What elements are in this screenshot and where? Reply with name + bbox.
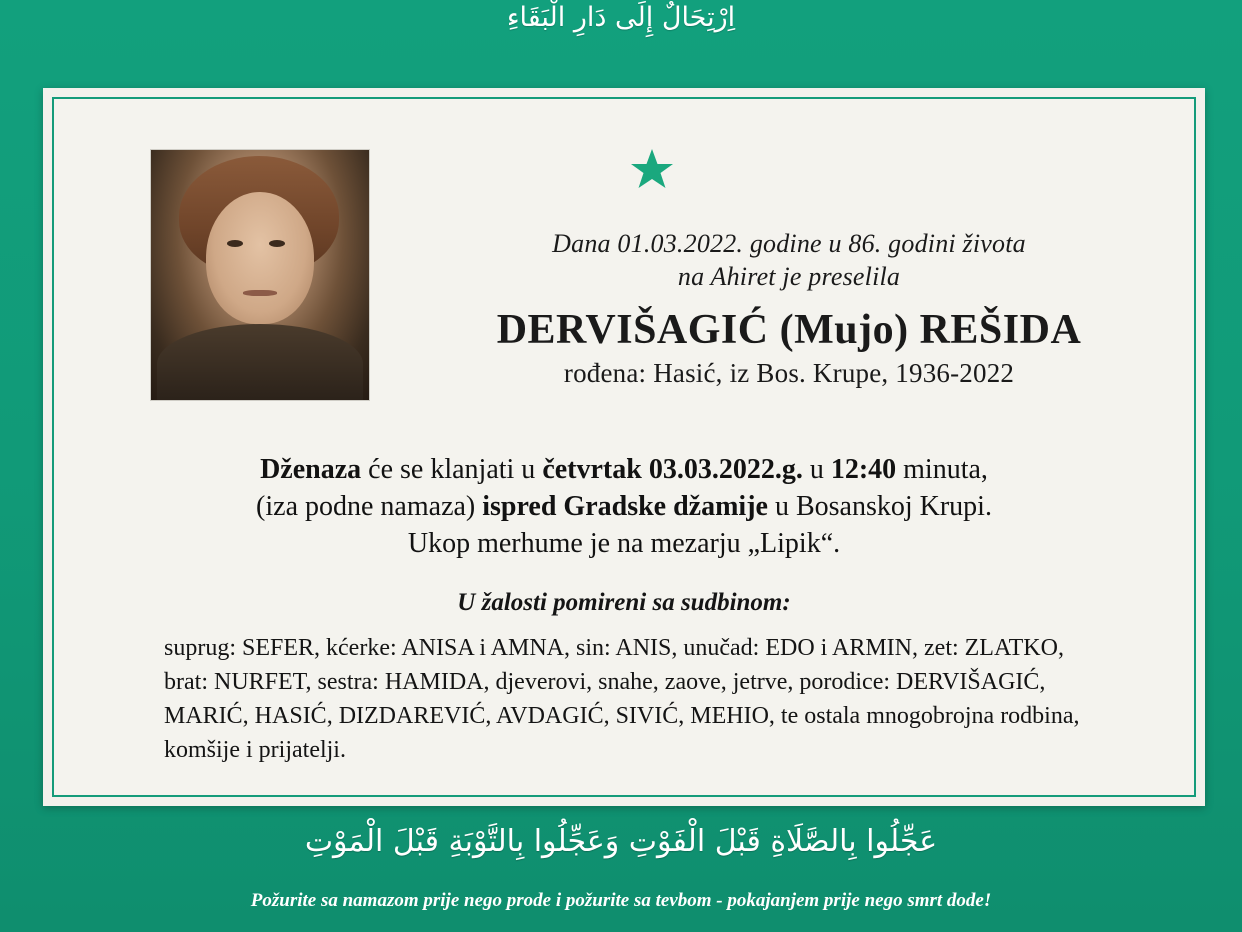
funeral-line-2 [114, 488, 1134, 525]
janaza-text-1: će se klanjati u [361, 454, 543, 485]
mourners-list: suprug: SEFER, kćerke: ANISA i AMNA, sin: ANIS, unučad: EDO i ARMIN, zet: ZLATKO, brat: NURFET, sestra: HAMIDA, djeverovi, snahe, zaove, jetrve, porodice: DERVIŠAGIĆ, MARIĆ, HASIĆ, DIZDAREVIĆ, AVDAGIĆ, SIVIĆ, MEHIO, te ostala mnogobrojna rodbina, komšije i prijatelji. [164, 635, 1080, 764]
janaza-text-4: (iza podne namaza) [256, 491, 483, 523]
janaza-text-3: minuta, [896, 454, 988, 485]
funeral-details [114, 451, 1134, 563]
death-date-line: Dana 01.03.2022. godine u 86. godini života [552, 229, 1026, 258]
bottom-arabic-text: عَجِّلُوا بِالصَّلَاةِ قَبْلَ الْفَوْتِ وَعَجِّلُوا بِالتَّوْبَةِ قَبْلَ الْمَوْتِ [304, 824, 938, 859]
photo-eye-right [269, 240, 285, 247]
announcement-header [394, 227, 1184, 389]
janaza-word: Dženaza [260, 454, 362, 485]
funeral-line-1 [114, 451, 1134, 488]
photo-mouth [243, 290, 277, 296]
janaza-day: četvrtak 03.03.2022.g. [542, 454, 803, 485]
mourners-title: U žalosti pomireni sa sudbinom: [457, 589, 791, 616]
bottom-translation-text: Požurite sa namazom prije nego prode i požurite sa tevbom - pokajanjem prije nego smrt dode! [250, 890, 992, 911]
photo-eye-left [227, 240, 243, 247]
deceased-birth-info: rođena: Hasić, iz Bos. Krupe, 1936-2022 [563, 357, 1015, 388]
portrait-photo [150, 149, 370, 401]
deceased-name: DERVIŠAGIĆ (Mujo) REŠIDA [496, 306, 1082, 353]
janaza-text-2: u [802, 454, 831, 485]
announcement-card-inner [52, 97, 1196, 797]
janaza-time: 12:40 [830, 454, 897, 485]
passed-away-line: na Ahiret je preselila [677, 262, 901, 292]
photo-face [206, 192, 314, 324]
top-arabic-text: اِرْتِحَالٌ إِلَى دَارِ الْبَقَاءِ [506, 2, 736, 33]
announcement-card [43, 88, 1205, 806]
funeral-line-3: Ukop merhume je na mezarju „Lipik“. [407, 528, 841, 560]
photo-body [157, 324, 363, 401]
janaza-text-5: u Bosanskoj Krupi. [767, 491, 992, 523]
janaza-place: ispred Gradske džamije [482, 491, 768, 523]
